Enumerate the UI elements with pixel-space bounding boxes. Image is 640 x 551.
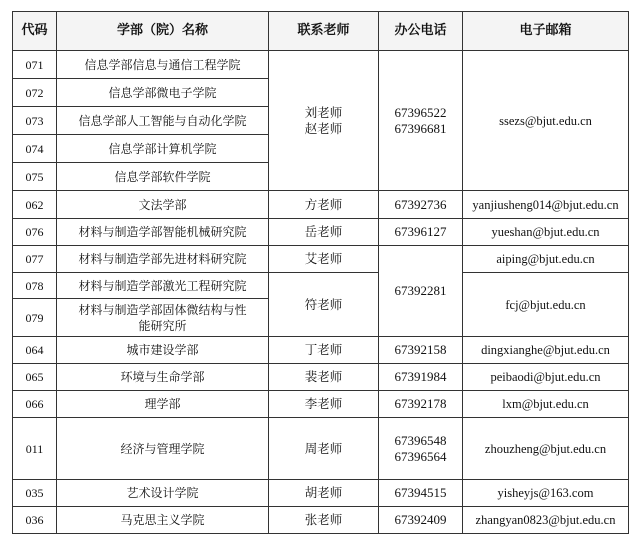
row-code: 071 — [13, 51, 57, 79]
row-code: 075 — [13, 163, 57, 191]
group-info-teacher — [269, 51, 379, 191]
row-code: 066 — [13, 391, 57, 418]
phone-number: 67396564 — [394, 448, 447, 464]
header-phone: 办公电话 — [379, 12, 463, 51]
row-dept: 材料与制造学部先进材料研究院 — [57, 246, 269, 273]
table-row — [13, 273, 629, 299]
row-email: dingxianghe@bjut.edu.cn — [463, 337, 629, 364]
row-email: aiping@bjut.edu.cn — [463, 246, 629, 273]
dept-line: 材料与制造学部固体微结构与性 — [78, 302, 247, 317]
group-material-phone: 67392281 — [379, 246, 463, 337]
row-teacher: 胡老师 — [269, 480, 379, 507]
phone-number: 67396681 — [394, 120, 447, 136]
row-teacher: 李老师 — [269, 391, 379, 418]
row-dept: 马克思主义学院 — [57, 507, 269, 534]
row-dept: 信息学部人工智能与自动化学院 — [57, 107, 269, 135]
table-row — [13, 364, 629, 391]
row-code: 035 — [13, 480, 57, 507]
row-code: 078 — [13, 273, 57, 299]
row-code: 074 — [13, 135, 57, 163]
row-email: yisheyjs@163.com — [463, 480, 629, 507]
row-dept: 城市建设学部 — [57, 337, 269, 364]
row-teacher: 周老师 — [269, 418, 379, 480]
header-email: 电子邮箱 — [463, 12, 629, 51]
row-phone: 67392178 — [379, 391, 463, 418]
row-dept: 艺术设计学院 — [57, 480, 269, 507]
row-code: 011 — [13, 418, 57, 480]
row-code: 062 — [13, 191, 57, 219]
table-row — [13, 391, 629, 418]
row-phone: 67392736 — [379, 191, 463, 219]
row-teacher: 丁老师 — [269, 337, 379, 364]
row-dept — [57, 299, 269, 337]
table-row — [13, 337, 629, 364]
row-dept: 信息学部软件学院 — [57, 163, 269, 191]
row-code: 077 — [13, 246, 57, 273]
row-dept: 文法学部 — [57, 191, 269, 219]
group-info-email: ssezs@bjut.edu.cn — [463, 51, 629, 191]
table-row — [13, 219, 629, 246]
row-code: 072 — [13, 79, 57, 107]
row-phone: 67391984 — [379, 364, 463, 391]
group-jiguang-teacher: 符老师 — [269, 273, 379, 337]
header-dept: 学部（院）名称 — [57, 12, 269, 51]
row-dept: 材料与制造学部激光工程研究院 — [57, 273, 269, 299]
teacher-name: 赵老师 — [304, 120, 343, 136]
row-code: 079 — [13, 299, 57, 337]
row-code: 076 — [13, 219, 57, 246]
row-teacher: 方老师 — [269, 191, 379, 219]
dept-line: 能研究所 — [138, 318, 187, 333]
header-code: 代码 — [13, 12, 57, 51]
table-row — [13, 51, 629, 79]
row-email: yanjiusheng014@bjut.edu.cn — [463, 191, 629, 219]
row-email: zhouzheng@bjut.edu.cn — [463, 418, 629, 480]
phone-number: 67396548 — [394, 432, 447, 448]
row-dept: 信息学部信息与通信工程学院 — [57, 51, 269, 79]
table-row — [13, 507, 629, 534]
row-email: peibaodi@bjut.edu.cn — [463, 364, 629, 391]
row-phone: 67392158 — [379, 337, 463, 364]
group-info-phone — [379, 51, 463, 191]
row-code: 036 — [13, 507, 57, 534]
row-code: 073 — [13, 107, 57, 135]
table-row — [13, 246, 629, 273]
header-teacher: 联系老师 — [269, 12, 379, 51]
row-phone: 67394515 — [379, 480, 463, 507]
row-dept: 材料与制造学部智能机械研究院 — [57, 219, 269, 246]
row-email: zhangyan0823@bjut.edu.cn — [463, 507, 629, 534]
row-dept: 信息学部微电子学院 — [57, 79, 269, 107]
row-dept: 经济与管理学院 — [57, 418, 269, 480]
row-teacher: 张老师 — [269, 507, 379, 534]
row-email: yueshan@bjut.edu.cn — [463, 219, 629, 246]
row-dept: 理学部 — [57, 391, 269, 418]
phone-number: 67396522 — [394, 104, 447, 120]
row-teacher: 艾老师 — [269, 246, 379, 273]
row-phone: 67392409 — [379, 507, 463, 534]
header-row — [13, 12, 629, 51]
row-phone: 67396127 — [379, 219, 463, 246]
teacher-name: 刘老师 — [304, 104, 343, 120]
row-code: 065 — [13, 364, 57, 391]
table-row — [13, 418, 629, 480]
table-row — [13, 480, 629, 507]
table-row — [13, 191, 629, 219]
row-email: lxm@bjut.edu.cn — [463, 391, 629, 418]
row-phone — [379, 418, 463, 480]
row-dept: 信息学部计算机学院 — [57, 135, 269, 163]
row-teacher: 裴老师 — [269, 364, 379, 391]
contact-table — [12, 11, 629, 534]
row-teacher: 岳老师 — [269, 219, 379, 246]
group-jiguang-email: fcj@bjut.edu.cn — [463, 273, 629, 337]
row-code: 064 — [13, 337, 57, 364]
row-dept: 环境与生命学部 — [57, 364, 269, 391]
